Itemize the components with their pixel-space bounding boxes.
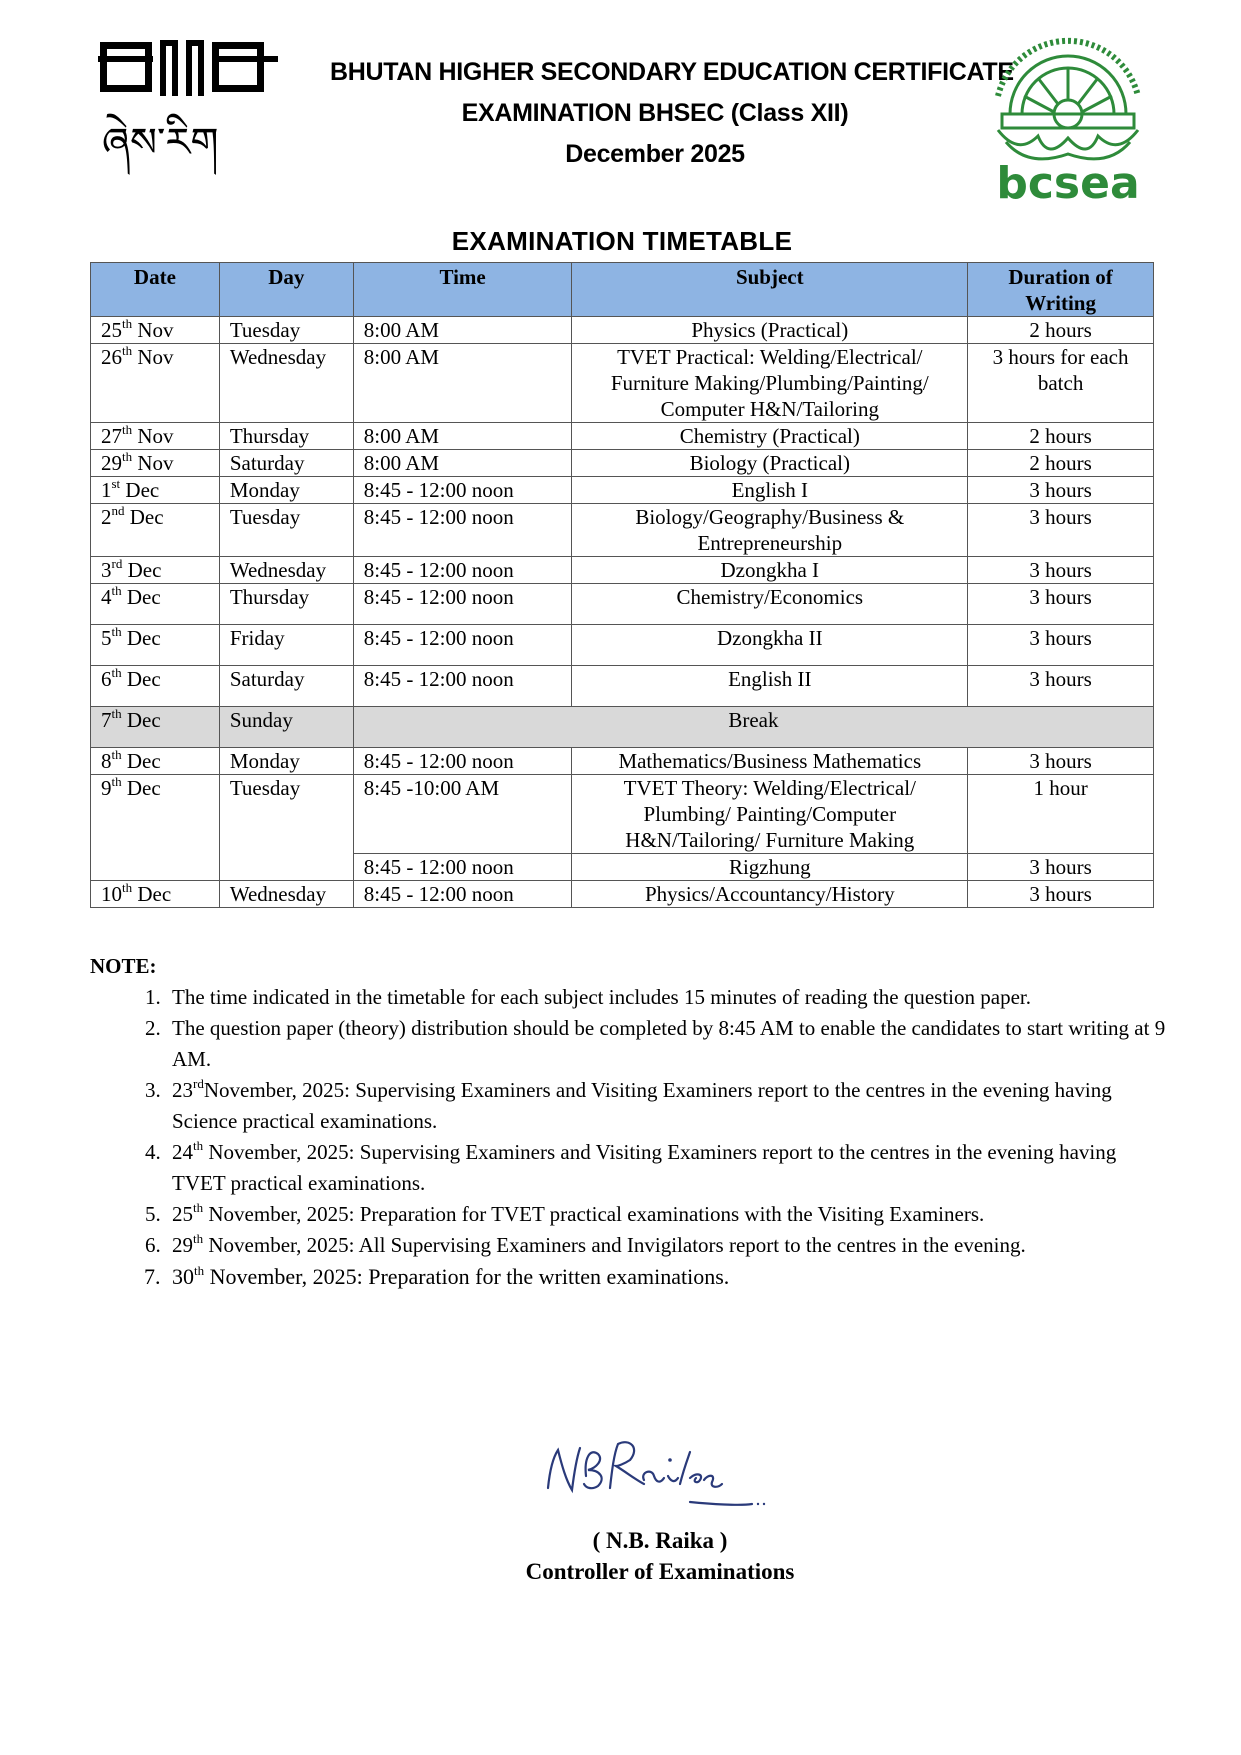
header-time: Time xyxy=(353,263,572,317)
date-cell: 5th Dec xyxy=(91,625,220,666)
header-subject: Subject xyxy=(572,263,968,317)
duration-cell: 3 hours xyxy=(968,584,1154,625)
duration-cell: 3 hours xyxy=(968,557,1154,584)
time-cell: 8:45 - 12:00 noon xyxy=(353,477,572,504)
header-line-3: December 2025 xyxy=(565,140,745,168)
date-cell: 1st Dec xyxy=(91,477,220,504)
header-line-1: BHUTAN HIGHER SECONDARY EDUCATION CERTIFICATE xyxy=(330,58,1014,86)
subject-cell: Physics (Practical) xyxy=(572,317,968,344)
table-row xyxy=(91,477,1154,504)
duration-cell: 2 hours xyxy=(968,450,1154,477)
timetable xyxy=(90,262,1154,908)
subject-cell: Dzongkha I xyxy=(572,557,968,584)
table-row xyxy=(91,504,1154,557)
header-day: Day xyxy=(219,263,353,317)
day-cell: Thursday xyxy=(219,584,353,625)
time-cell: 8:45 - 12:00 noon xyxy=(353,748,572,775)
day-cell: Sunday xyxy=(219,707,353,748)
time-cell: 8:45 - 12:00 noon xyxy=(353,666,572,707)
table-row xyxy=(91,748,1154,775)
subject-cell: Chemistry (Practical) xyxy=(572,423,968,450)
date-cell: 10th Dec xyxy=(91,881,220,908)
day-cell: Saturday xyxy=(219,666,353,707)
note-item: 7. 30th November, 2025: Preparation for the written examinations. xyxy=(166,1261,1170,1292)
table-row xyxy=(91,584,1154,625)
note-item: 4. 24th November, 2025: Supervising Examiners and Visiting Examiners report to the centres in the evening having TVET practical examinations. xyxy=(166,1137,1170,1199)
time-cell: 8:45 - 12:00 noon xyxy=(353,504,572,557)
date-cell: 8th Dec xyxy=(91,748,220,775)
date-cell: 2nd Dec xyxy=(91,504,220,557)
date-cell: 3rd Dec xyxy=(91,557,220,584)
table-row xyxy=(91,317,1154,344)
dharma-wheel-icon xyxy=(988,26,1148,206)
break-cell: Break xyxy=(353,707,1153,748)
day-cell: Saturday xyxy=(219,450,353,477)
day-cell: Wednesday xyxy=(219,344,353,423)
table-header-row xyxy=(91,263,1154,317)
time-cell: 8:45 - 12:00 noon xyxy=(353,557,572,584)
signatory-block xyxy=(470,1525,850,1587)
table-row xyxy=(91,775,1154,854)
subject-cell: English I xyxy=(572,477,968,504)
table-row xyxy=(91,625,1154,666)
date-cell: 25th Nov xyxy=(91,317,220,344)
header-line-2: EXAMINATION BHSEC (Class XII) xyxy=(461,99,849,127)
duration-cell: 3 hours xyxy=(968,748,1154,775)
table-row xyxy=(91,344,1154,423)
bcsea-logo-text: bcsea xyxy=(996,158,1140,206)
time-cell: 8:45 - 12:00 noon xyxy=(353,854,572,881)
duration-cell: 3 hours for each batch xyxy=(968,344,1154,423)
reading-logo-text: ཞེས་རིག xyxy=(102,120,219,166)
duration-cell: 3 hours xyxy=(968,666,1154,707)
document-header xyxy=(330,52,1014,175)
note-item: 1. The time indicated in the timetable for each subject includes 15 minutes of reading the question paper. xyxy=(166,982,1170,1013)
day-cell: Tuesday xyxy=(219,504,353,557)
subject-cell: Rigzhung xyxy=(572,854,968,881)
duration-cell: 3 hours xyxy=(968,854,1154,881)
duration-cell: 1 hour xyxy=(968,775,1154,854)
duration-cell: 2 hours xyxy=(968,423,1154,450)
signatory-title: Controller of Examinations xyxy=(525,1559,795,1584)
note-item: 3. 23rdNovember, 2025: Supervising Examiners and Visiting Examiners report to the centres in the evening having Science practical examinations. xyxy=(166,1075,1170,1137)
day-cell: Wednesday xyxy=(219,557,353,584)
bcsea-logo xyxy=(988,26,1148,206)
duration-cell: 2 hours xyxy=(968,317,1154,344)
time-cell: 8:00 AM xyxy=(353,450,572,477)
reading-logo-icon xyxy=(98,36,280,196)
signature xyxy=(540,1418,790,1518)
day-cell: Wednesday xyxy=(219,881,353,908)
day-cell: Thursday xyxy=(219,423,353,450)
date-cell: 26th Nov xyxy=(91,344,220,423)
date-cell: 29th Nov xyxy=(91,450,220,477)
note-item: 6. 29th November, 2025: All Supervising Examiners and Invigilators report to the centres in the evening. xyxy=(166,1230,1170,1261)
time-cell: 8:45 - 12:00 noon xyxy=(353,584,572,625)
subject-cell: Chemistry/Economics xyxy=(572,584,968,625)
day-cell: Tuesday xyxy=(219,317,353,344)
table-row xyxy=(91,881,1154,908)
table-row xyxy=(91,557,1154,584)
time-cell: 8:00 AM xyxy=(353,344,572,423)
date-cell: 9th Dec xyxy=(91,775,220,881)
date-cell: 6th Dec xyxy=(91,666,220,707)
day-cell: Monday xyxy=(219,477,353,504)
time-cell: 8:00 AM xyxy=(353,423,572,450)
duration-cell: 3 hours xyxy=(968,504,1154,557)
day-cell: Tuesday xyxy=(219,775,353,881)
timetable-title: EXAMINATION TIMETABLE xyxy=(451,226,793,256)
date-cell: 27th Nov xyxy=(91,423,220,450)
signature-icon xyxy=(540,1418,790,1518)
subject-cell: Biology (Practical) xyxy=(572,450,968,477)
table-row xyxy=(91,450,1154,477)
reading-logo xyxy=(98,36,280,196)
notes-heading: NOTE: xyxy=(90,954,157,978)
table-row-break xyxy=(91,707,1154,748)
duration-cell: 3 hours xyxy=(968,625,1154,666)
time-cell: 8:45 - 12:00 noon xyxy=(353,881,572,908)
note-item: 5. 25th November, 2025: Preparation for TVET practical examinations with the Visiting Examiners. xyxy=(166,1199,1170,1230)
header-duration: Duration of Writing xyxy=(968,263,1154,317)
note-item: 2. The question paper (theory) distribution should be completed by 8:45 AM to enable the candidates to start writing at 9 AM. xyxy=(166,1013,1170,1075)
time-cell: 8:45 -10:00 AM xyxy=(353,775,572,854)
subject-cell: Mathematics/Business Mathematics xyxy=(572,748,968,775)
subject-cell: TVET Practical: Welding/Electrical/ Furniture Making/Plumbing/Painting/ Computer H&N/Tailoring xyxy=(572,344,968,423)
subject-cell: TVET Theory: Welding/Electrical/ Plumbing/ Painting/Computer H&N/Tailoring/ Furniture Making xyxy=(572,775,968,854)
time-cell: 8:00 AM xyxy=(353,317,572,344)
subject-cell: Biology/Geography/Business & Entrepreneurship xyxy=(572,504,968,557)
header-date: Date xyxy=(91,263,220,317)
subject-cell: English II xyxy=(572,666,968,707)
notes-list xyxy=(90,982,1170,1292)
day-cell: Monday xyxy=(219,748,353,775)
date-cell: 7th Dec xyxy=(91,707,220,748)
table-row xyxy=(91,423,1154,450)
signatory-name: ( N.B. Raika ) xyxy=(592,1528,728,1553)
table-row xyxy=(91,666,1154,707)
date-cell: 4th Dec xyxy=(91,584,220,625)
duration-cell: 3 hours xyxy=(968,881,1154,908)
duration-cell: 3 hours xyxy=(968,477,1154,504)
time-cell: 8:45 - 12:00 noon xyxy=(353,625,572,666)
subject-cell: Dzongkha II xyxy=(572,625,968,666)
day-cell: Friday xyxy=(219,625,353,666)
subject-cell: Physics/Accountancy/History xyxy=(572,881,968,908)
